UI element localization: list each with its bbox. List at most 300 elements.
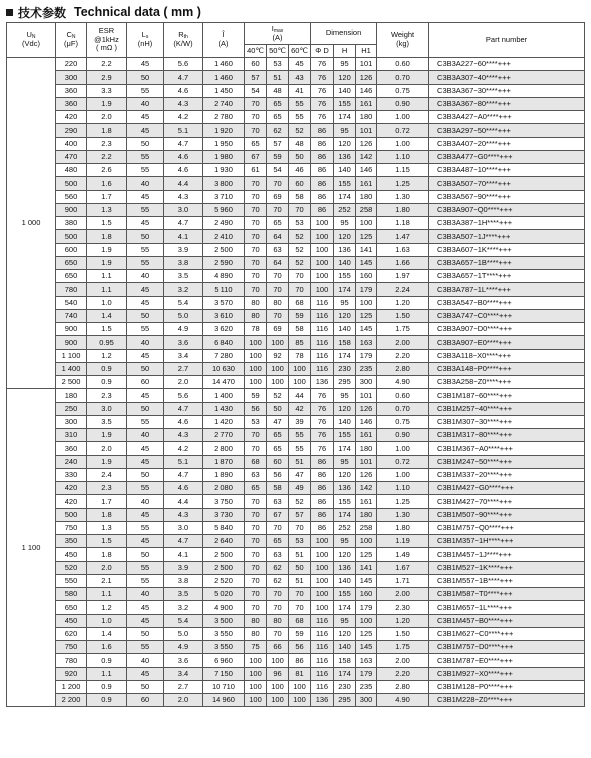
table-cell: 1.8 <box>87 508 127 521</box>
table-cell: 52 <box>267 389 289 402</box>
table-cell: 116 <box>311 296 334 309</box>
table-cell: 3 570 <box>203 296 245 309</box>
table-cell: 1 460 <box>203 58 245 71</box>
table-cell: 158 <box>334 336 356 349</box>
table-cell: 0.9 <box>87 680 127 693</box>
table-cell: 140 <box>334 574 356 587</box>
section-title <box>6 3 201 21</box>
part-number-cell: C3B3A507−1J****+++ <box>429 230 585 243</box>
part-number-cell: C3B1M587−T0****+++ <box>429 588 585 601</box>
table-cell: 1.30 <box>377 508 429 521</box>
table-cell: 70 <box>289 203 311 216</box>
table-cell: 145 <box>356 256 377 269</box>
table-cell: 70 <box>245 588 267 601</box>
table-cell: 600 <box>56 243 87 256</box>
part-number-cell: C3B3A227−60****+++ <box>429 58 585 71</box>
table-cell: 163 <box>356 336 377 349</box>
table-cell: 1.9 <box>87 97 127 110</box>
part-number-cell: C3B3A657−1B****+++ <box>429 256 585 269</box>
table-cell: 58 <box>267 482 289 495</box>
table-cell: 161 <box>356 177 377 190</box>
table-cell: 0.72 <box>377 455 429 468</box>
table-cell: 0.75 <box>377 84 429 97</box>
table-cell: 60 <box>267 455 289 468</box>
table-cell: 50 <box>127 548 164 561</box>
table-cell: 420 <box>56 111 87 124</box>
table-cell: 54 <box>267 164 289 177</box>
table-cell: 174 <box>334 283 356 296</box>
table-cell: 40 <box>127 336 164 349</box>
table-cell: 70 <box>289 588 311 601</box>
table-cell: 2.6 <box>87 164 127 177</box>
table-cell: 1.47 <box>377 230 429 243</box>
table-cell: 1.5 <box>87 535 127 548</box>
part-number-cell: C3B1M228−Z0****+++ <box>429 694 585 707</box>
part-number-cell: C3B3A507−70****+++ <box>429 177 585 190</box>
table-cell: 3.8 <box>164 256 203 269</box>
table-cell: 4.1 <box>164 548 203 561</box>
table-cell: 2.2 <box>87 58 127 71</box>
table-cell: 52 <box>289 230 311 243</box>
table-body <box>7 58 585 707</box>
table-cell: 258 <box>356 521 377 534</box>
table-cell: 4.90 <box>377 694 429 707</box>
table-row <box>7 270 585 283</box>
table-row <box>7 601 585 614</box>
table-cell: 76 <box>311 415 334 428</box>
table-cell: 1 460 <box>203 71 245 84</box>
table-cell: 1.1 <box>87 283 127 296</box>
table-cell: 174 <box>334 190 356 203</box>
table-cell: 235 <box>356 680 377 693</box>
table-cell: 2 500 <box>56 376 87 389</box>
table-cell: 4.7 <box>164 402 203 415</box>
table-cell: 45 <box>127 111 164 124</box>
table-cell: 140 <box>334 641 356 654</box>
table-cell: 145 <box>356 574 377 587</box>
part-number-cell: C3B3A118−X0****+++ <box>429 349 585 362</box>
table-cell: 80 <box>267 614 289 627</box>
table-cell: 50 <box>289 150 311 163</box>
table-cell: 350 <box>56 535 87 548</box>
table-cell: 70 <box>245 283 267 296</box>
table-cell: 3.6 <box>164 654 203 667</box>
table-cell: 70 <box>267 283 289 296</box>
table-cell: 86 <box>311 137 334 150</box>
table-cell: 1.7 <box>87 190 127 203</box>
table-cell: 140 <box>334 323 356 336</box>
table-cell: 70 <box>245 217 267 230</box>
table-cell: 59 <box>267 150 289 163</box>
table-cell: 1.20 <box>377 296 429 309</box>
table-cell: 45 <box>127 535 164 548</box>
table-cell: 55 <box>289 111 311 124</box>
part-number-cell: C3B3A307−40****+++ <box>429 71 585 84</box>
table-cell: 100 <box>356 614 377 627</box>
table-cell: 5.0 <box>164 309 203 322</box>
table-cell: 550 <box>56 574 87 587</box>
table-cell: 78 <box>245 323 267 336</box>
table-cell: 650 <box>56 270 87 283</box>
table-cell: 136 <box>311 694 334 707</box>
table-row <box>7 256 585 269</box>
table-cell: 0.60 <box>377 58 429 71</box>
table-row <box>7 627 585 640</box>
table-row <box>7 309 585 322</box>
table-cell: 100 <box>289 376 311 389</box>
col-header-cn: $C_N$ (μF) <box>56 23 87 58</box>
table-cell: 900 <box>56 323 87 336</box>
table-row <box>7 283 585 296</box>
table-cell: 3 550 <box>203 641 245 654</box>
table-cell: 3.4 <box>164 667 203 680</box>
table-cell: 158 <box>334 654 356 667</box>
table-cell: 400 <box>56 137 87 150</box>
table-cell: 1.7 <box>87 495 127 508</box>
col-header-diameter: Φ D <box>311 45 334 58</box>
table-cell: 101 <box>356 58 377 71</box>
table-cell: 1.00 <box>377 442 429 455</box>
table-cell: 50 <box>127 468 164 481</box>
table-cell: 76 <box>311 442 334 455</box>
table-cell: 2 410 <box>203 230 245 243</box>
table-cell: 900 <box>56 336 87 349</box>
table-cell: 96 <box>267 667 289 680</box>
table-cell: 95 <box>334 614 356 627</box>
table-cell: 64 <box>267 256 289 269</box>
table-cell: 70 <box>245 270 267 283</box>
table-cell: 55 <box>289 429 311 442</box>
table-cell: 360 <box>56 442 87 455</box>
part-number-cell: C3B1M557−1B****+++ <box>429 574 585 587</box>
table-cell: 4.7 <box>164 535 203 548</box>
table-cell: 4.3 <box>164 190 203 203</box>
table-cell: 10 630 <box>203 362 245 375</box>
table-cell: 1.00 <box>377 111 429 124</box>
table-cell: 55 <box>127 521 164 534</box>
table-cell: 100 <box>245 680 267 693</box>
table-cell: 116 <box>311 680 334 693</box>
table-cell: 55 <box>289 97 311 110</box>
part-number-cell: C3B1M927−X0****+++ <box>429 667 585 680</box>
table-cell: 100 <box>311 270 334 283</box>
table-cell: 5.1 <box>164 455 203 468</box>
table-cell: 300 <box>56 415 87 428</box>
table-cell: 1.6 <box>87 641 127 654</box>
table-cell: 51 <box>289 548 311 561</box>
table-cell: 3.6 <box>164 336 203 349</box>
part-number-cell: C3B1M427−70****+++ <box>429 495 585 508</box>
table-cell: 86 <box>311 150 334 163</box>
table-cell: 50 <box>127 71 164 84</box>
part-number-cell: C3B1M367−A0****+++ <box>429 442 585 455</box>
table-cell: 1.6 <box>87 177 127 190</box>
table-cell: 125 <box>356 230 377 243</box>
table-cell: 45 <box>127 601 164 614</box>
part-number-cell: C3B3A787−1L****+++ <box>429 283 585 296</box>
table-cell: 55 <box>127 164 164 177</box>
table-cell: 65 <box>267 442 289 455</box>
table-cell: 3.0 <box>164 203 203 216</box>
table-cell: 650 <box>56 601 87 614</box>
table-cell: 3.0 <box>87 402 127 415</box>
table-cell: 142 <box>356 482 377 495</box>
table-cell: 70 <box>245 203 267 216</box>
table-cell: 450 <box>56 614 87 627</box>
table-cell: 100 <box>267 336 289 349</box>
part-number-cell: C3B1M457−1J****+++ <box>429 548 585 561</box>
table-cell: 14 960 <box>203 694 245 707</box>
table-cell: 100 <box>311 217 334 230</box>
table-cell: 174 <box>334 442 356 455</box>
table-cell: 70 <box>289 283 311 296</box>
table-cell: 4.3 <box>164 508 203 521</box>
table-cell: 49 <box>289 482 311 495</box>
table-cell: 1.8 <box>87 124 127 137</box>
title-english: Technical data ( mm ) <box>74 5 201 19</box>
table-cell: 2 780 <box>203 111 245 124</box>
table-cell: 70 <box>245 574 267 587</box>
table-row <box>7 574 585 587</box>
table-cell: 295 <box>334 694 356 707</box>
table-cell: 1.10 <box>377 482 429 495</box>
table-cell: 45 <box>127 283 164 296</box>
table-cell: 55 <box>127 415 164 428</box>
table-row <box>7 694 585 707</box>
table-cell: 70 <box>289 270 311 283</box>
table-cell: 70 <box>289 601 311 614</box>
table-cell: 65 <box>245 482 267 495</box>
table-cell: 3 550 <box>203 627 245 640</box>
table-cell: 1.3 <box>87 203 127 216</box>
table-cell: 0.70 <box>377 402 429 415</box>
table-cell: 67 <box>267 508 289 521</box>
table-cell: 100 <box>245 362 267 375</box>
table-header <box>7 23 585 58</box>
table-cell: 140 <box>334 256 356 269</box>
table-cell: 40 <box>127 588 164 601</box>
table-cell: 1.9 <box>87 243 127 256</box>
table-cell: 60 <box>245 58 267 71</box>
table-row <box>7 296 585 309</box>
table-cell: 360 <box>56 97 87 110</box>
table-cell: 2.20 <box>377 667 429 680</box>
table-cell: 7 280 <box>203 349 245 362</box>
table-cell: 2.80 <box>377 680 429 693</box>
col-header-40c: 40℃ <box>245 45 267 58</box>
table-cell: 250 <box>56 402 87 415</box>
table-cell: 126 <box>356 468 377 481</box>
table-cell: 0.90 <box>377 429 429 442</box>
table-cell: 5.0 <box>164 627 203 640</box>
table-cell: 2.0 <box>164 376 203 389</box>
table-row <box>7 84 585 97</box>
table-cell: 63 <box>245 468 267 481</box>
part-number-cell: C3B3A907−Q0****+++ <box>429 203 585 216</box>
table-cell: 1 980 <box>203 150 245 163</box>
table-cell: 1.5 <box>87 217 127 230</box>
table-cell: 4.1 <box>164 230 203 243</box>
table-cell: 2 800 <box>203 442 245 455</box>
table-row <box>7 203 585 216</box>
table-row <box>7 429 585 442</box>
table-cell: 252 <box>334 203 356 216</box>
table-cell: 1.19 <box>377 535 429 548</box>
table-cell: 6 840 <box>203 336 245 349</box>
table-cell: 85 <box>289 336 311 349</box>
table-cell: 1.30 <box>377 190 429 203</box>
table-cell: 160 <box>356 588 377 601</box>
title-chinese: 技术参数 <box>18 5 67 20</box>
table-cell: 2.0 <box>87 561 127 574</box>
table-cell: 180 <box>56 389 87 402</box>
table-cell: 70 <box>245 601 267 614</box>
table-cell: 68 <box>289 614 311 627</box>
part-number-cell: C3B1M457−B0****+++ <box>429 614 585 627</box>
table-cell: 68 <box>289 296 311 309</box>
table-cell: 53 <box>267 58 289 71</box>
table-cell: 136 <box>334 561 356 574</box>
table-cell: 60 <box>289 177 311 190</box>
table-cell: 6 960 <box>203 654 245 667</box>
table-cell: 45 <box>127 217 164 230</box>
part-number-cell: C3B3A148−P0****+++ <box>429 362 585 375</box>
table-cell: 70 <box>245 177 267 190</box>
table-cell: 500 <box>56 508 87 521</box>
table-cell: 100 <box>311 535 334 548</box>
table-cell: 1.2 <box>87 601 127 614</box>
table-cell: 2 500 <box>203 561 245 574</box>
table-cell: 4.6 <box>164 84 203 97</box>
table-cell: 2.0 <box>87 111 127 124</box>
table-cell: 52 <box>289 243 311 256</box>
table-cell: 53 <box>289 217 311 230</box>
table-cell: 86 <box>311 124 334 137</box>
table-row <box>7 455 585 468</box>
table-cell: 136 <box>334 243 356 256</box>
table-cell: 2 770 <box>203 429 245 442</box>
table-cell: 70 <box>245 535 267 548</box>
table-cell: 141 <box>356 561 377 574</box>
table-cell: 1.80 <box>377 521 429 534</box>
table-row <box>7 243 585 256</box>
table-cell: 4 900 <box>203 601 245 614</box>
table-cell: 161 <box>356 97 377 110</box>
table-cell: 1 920 <box>203 124 245 137</box>
table-cell: 57 <box>245 71 267 84</box>
table-cell: 65 <box>267 429 289 442</box>
table-cell: 100 <box>245 376 267 389</box>
table-cell: 68 <box>245 455 267 468</box>
table-cell: 5.6 <box>164 58 203 71</box>
table-cell: 50 <box>127 362 164 375</box>
table-cell: 100 <box>267 376 289 389</box>
table-cell: 70 <box>245 230 267 243</box>
table-cell: 62 <box>267 574 289 587</box>
table-cell: 55 <box>127 84 164 97</box>
table-cell: 63 <box>267 548 289 561</box>
table-cell: 180 <box>356 508 377 521</box>
table-cell: 55 <box>127 256 164 269</box>
table-cell: 52 <box>289 256 311 269</box>
table-cell: 69 <box>267 190 289 203</box>
table-cell: 0.90 <box>377 97 429 110</box>
table-cell: 2 500 <box>203 548 245 561</box>
table-cell: 480 <box>56 164 87 177</box>
table-cell: 45 <box>127 58 164 71</box>
table-cell: 86 <box>311 164 334 177</box>
table-cell: 116 <box>311 349 334 362</box>
table-cell: 95 <box>334 455 356 468</box>
table-cell: 44 <box>289 389 311 402</box>
table-cell: 116 <box>311 336 334 349</box>
table-cell: 45 <box>127 124 164 137</box>
table-row <box>7 217 585 230</box>
table-cell: 3 800 <box>203 177 245 190</box>
table-cell: 58 <box>289 190 311 203</box>
table-cell: 2.2 <box>87 150 127 163</box>
table-cell: 69 <box>267 323 289 336</box>
table-cell: 100 <box>311 574 334 587</box>
table-cell: 290 <box>56 124 87 137</box>
table-row <box>7 111 585 124</box>
table-cell: 86 <box>311 177 334 190</box>
table-row <box>7 561 585 574</box>
table-row <box>7 58 585 71</box>
table-cell: 0.60 <box>377 389 429 402</box>
table-cell: 65 <box>267 217 289 230</box>
table-cell: 63 <box>267 243 289 256</box>
table-cell: 86 <box>311 508 334 521</box>
table-cell: 65 <box>245 137 267 150</box>
table-cell: 2.20 <box>377 349 429 362</box>
table-cell: 101 <box>356 389 377 402</box>
table-cell: 100 <box>356 535 377 548</box>
part-number-cell: C3B1M787−E0****+++ <box>429 654 585 667</box>
table-cell: 2.7 <box>164 362 203 375</box>
table-row <box>7 323 585 336</box>
table-cell: 120 <box>334 402 356 415</box>
table-cell: 300 <box>56 71 87 84</box>
part-number-cell: C3B1M128−P0****+++ <box>429 680 585 693</box>
table-cell: 180 <box>356 111 377 124</box>
table-cell: 76 <box>311 402 334 415</box>
table-cell: 59 <box>289 627 311 640</box>
table-cell: 100 <box>289 680 311 693</box>
table-cell: 40 <box>127 495 164 508</box>
table-cell: 310 <box>56 429 87 442</box>
table-cell: 62 <box>267 124 289 137</box>
table-cell: 76 <box>311 71 334 84</box>
part-number-cell: C3B1M257−40****+++ <box>429 402 585 415</box>
table-cell: 2.30 <box>377 601 429 614</box>
table-row <box>7 71 585 84</box>
technical-data-table <box>6 22 585 707</box>
table-cell: 2.0 <box>87 442 127 455</box>
table-cell: 500 <box>56 177 87 190</box>
table-row <box>7 402 585 415</box>
table-cell: 3 730 <box>203 508 245 521</box>
table-cell: 70 <box>245 548 267 561</box>
table-cell: 136 <box>311 376 334 389</box>
table-cell: 50 <box>267 402 289 415</box>
table-cell: 230 <box>334 680 356 693</box>
table-cell: 50 <box>127 680 164 693</box>
table-cell: 4.7 <box>164 71 203 84</box>
table-cell: 4.3 <box>164 97 203 110</box>
table-cell: 70 <box>267 588 289 601</box>
table-cell: 39 <box>289 415 311 428</box>
